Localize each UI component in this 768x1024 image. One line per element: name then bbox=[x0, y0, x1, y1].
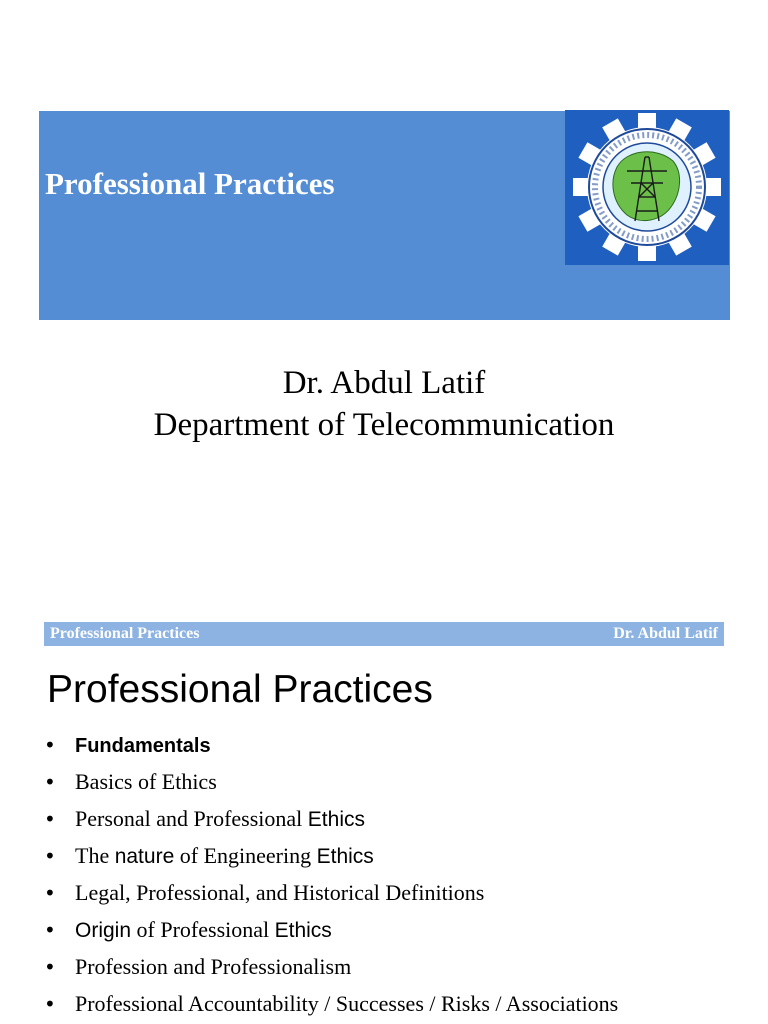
bullet-text: Basics of Ethics bbox=[75, 769, 217, 794]
bullet-text: Ethics bbox=[274, 919, 332, 942]
content-slide-title: Professional Practices bbox=[47, 668, 433, 711]
bullet-text: Fundamentals bbox=[75, 735, 211, 757]
department-name: Department of Telecommunication bbox=[153, 407, 615, 443]
bullet-item bbox=[44, 987, 618, 1024]
university-logo bbox=[565, 110, 729, 265]
bullet-item bbox=[44, 950, 618, 987]
bullet-dot-icon: • bbox=[44, 770, 56, 794]
bullet-text: Origin bbox=[75, 919, 132, 942]
bullet-dot-icon: • bbox=[44, 918, 56, 942]
bullet-dot-icon: • bbox=[44, 992, 56, 1016]
bullet-item bbox=[44, 765, 618, 802]
bullet-item bbox=[44, 876, 618, 913]
slide-header-bar bbox=[44, 622, 724, 646]
bullet-dot-icon: • bbox=[44, 807, 56, 831]
bullet-item bbox=[44, 728, 618, 765]
header-left-text: Professional Practices bbox=[50, 625, 200, 642]
bullet-dot-icon: • bbox=[44, 955, 56, 979]
bullet-text: Ethics bbox=[307, 808, 365, 831]
bullet-text: Ethics bbox=[316, 845, 374, 868]
author-name: Dr. Abdul Latif bbox=[282, 365, 486, 401]
bullet-item bbox=[44, 913, 618, 950]
bullet-text: The bbox=[75, 843, 115, 868]
bullet-text: Personal and Professional bbox=[75, 806, 308, 831]
bullet-dot-icon: • bbox=[44, 733, 56, 757]
header-right-text: Dr. Abdul Latif bbox=[613, 625, 718, 642]
topic-bullet-list bbox=[44, 728, 618, 1024]
bullet-text: Professional Accountability / Successes / Risks / Associations bbox=[75, 991, 619, 1016]
bullet-text: nature bbox=[114, 845, 175, 868]
author-block bbox=[0, 362, 768, 446]
bullet-text: Profession and Professionalism bbox=[75, 954, 352, 979]
bullet-dot-icon: • bbox=[44, 881, 56, 905]
bullet-text: of Engineering bbox=[174, 843, 317, 868]
bullet-item bbox=[44, 802, 618, 839]
bullet-text: of Professional bbox=[131, 917, 275, 942]
bullet-dot-icon: • bbox=[44, 844, 56, 868]
slide-title: Professional Practices bbox=[45, 166, 335, 201]
bullet-text: Legal, Professional, and Historical Definitions bbox=[75, 880, 485, 905]
university-gear-seal-icon bbox=[565, 110, 729, 265]
bullet-item bbox=[44, 839, 618, 876]
